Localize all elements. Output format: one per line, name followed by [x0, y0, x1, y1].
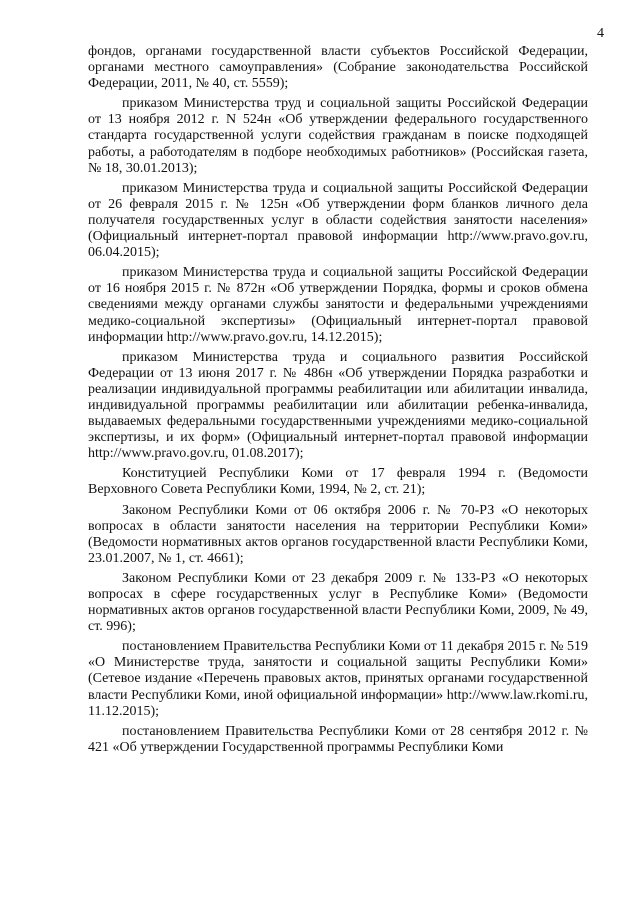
document-body: [88, 44, 588, 760]
paragraph-6: Конституцией Республики Коми от 17 февраля 1994 г. (Ведомости Верховного Совета Республики Коми, 1994, № 2, ст. 21);: [88, 466, 588, 498]
paragraph-2: приказом Министерства труд и социальной защиты Российской Федерации от 13 ноября 2012 г. N 524н «Об утверждении федерального государственного стандарта государственной услуги содействия гражданам в поиске подходящей работы, а работодателям в подборе необходимых работников» (Российская газета, № 18, 30.01.2013);: [88, 96, 588, 176]
paragraph-10: постановлением Правительства Республики Коми от 28 сентября 2012 г. № 421 «Об утверждении Государственной программы Республики Коми: [88, 723, 588, 755]
paragraph-4: приказом Министерства труда и социальной защиты Российской Федерации от 16 ноября 2015 г. № 872н «Об утверждении Порядка, формы и сроков обмена сведениями между органами службы занятости и федеральными учреждениями медико-социальной экспертизы» (Официальный интернет-портал правовой информации http://www.pravo.gov.ru, 14.12.2015);: [88, 265, 588, 345]
paragraph-1: фондов, органами государственной власти субъектов Российской Федерации, органами местного самоуправления» (Собрание законодательства Российской Федерации, 2011, № 40, ст. 5559);: [88, 44, 588, 92]
paragraph-3: приказом Министерства труда и социальной защиты Российской Федерации от 26 февраля 2015 г. № 125н «Об утверждении форм бланков личного дела получателя государственных услуг в области содействия занятости населения» (Официальный интернет-портал правовой информации http://www.pravo.gov.ru, 06.04.2015);: [88, 180, 588, 261]
paragraph-5: приказом Министерства труда и социального развития Российской Федерации от 13 июня 2017 г. № 486н «Об утверждении Порядка разработки и реализации индивидуальной программы реабилитации или абилитации инвалида, индивидуальной программы реабилитации или абилитации ребенка-инвалида, выдаваемых федеральными государственными учреждениями медико-социальной экспертизы, и их форм» (Официальный интернет-портал правовой информации http://www.pravo.gov.ru, 01.08.2017);: [88, 349, 588, 462]
paragraph-8: Законом Республики Коми от 23 декабря 2009 г. № 133-РЗ «О некоторых вопросах в сфере государственных услуг в Республике Коми» (Ведомости нормативных актов органов государственной власти Республики Коми, 2009, № 49, ст. 996);: [88, 570, 588, 635]
paragraph-9: постановлением Правительства Республики Коми от 11 декабря 2015 г. № 519 «О Министерстве труда, занятости и социальной защиты Республики Коми» (Сетевое издание «Перечень правовых актов, принятых органами государственной власти Республики Коми, иной официальной информации» http://www.law.rkomi.ru, 11.12.2015);: [88, 639, 588, 719]
paragraph-7: Законом Республики Коми от 06 октября 2006 г. № 70-РЗ «О некоторых вопросах в области занятости населения на территории Республики Коми» (Ведомости нормативных актов органов государственной власти Республики Коми, 23.01.2007, № 1, ст. 4661);: [88, 502, 588, 566]
page-number: 4: [597, 26, 604, 41]
